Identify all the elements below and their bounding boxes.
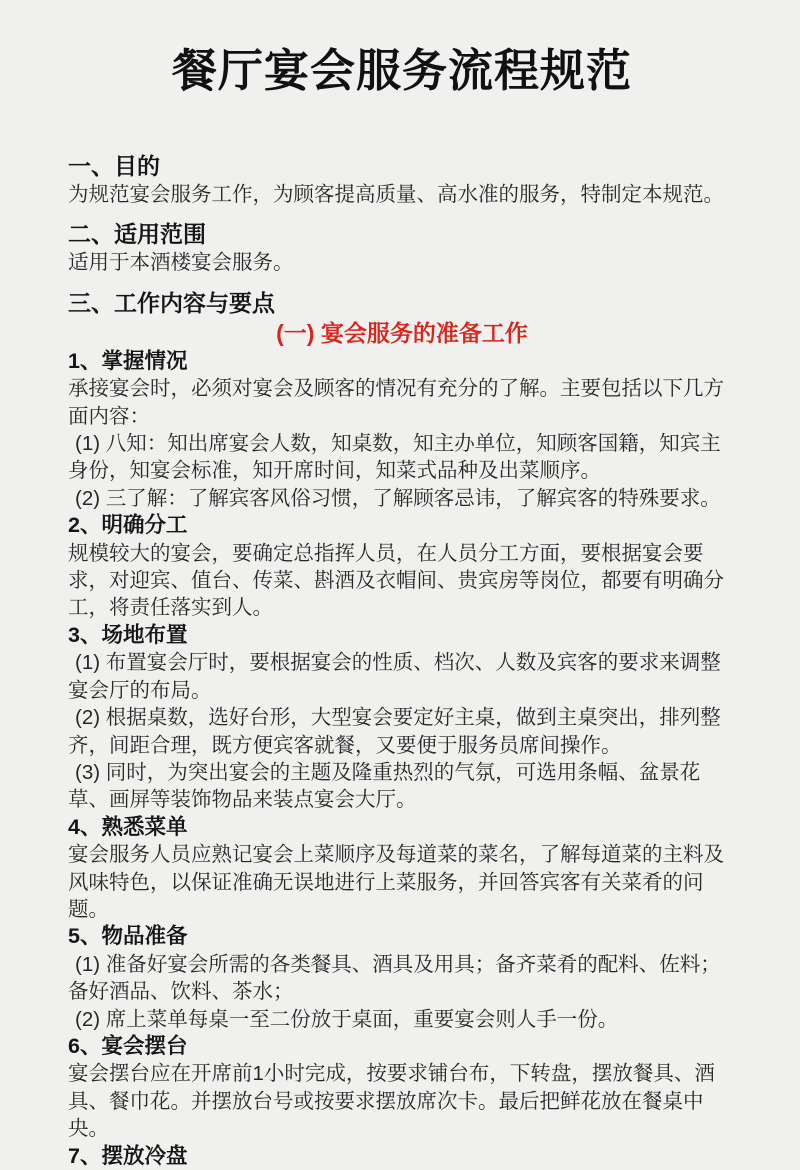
subsection-heading-4: 4、熟悉菜单 xyxy=(68,814,188,839)
list-item: (2) 根据桌数，选好台形，大型宴会要定好主桌，做到主桌突出，排列整齐，间距合理，既方便宾客就餐，又要便于服务员席间操作。 xyxy=(68,706,721,757)
paragraph: 宴会摆台应在开席前1小时完成，按要求铺台布，下转盘，摆放餐具、酒具、餐巾花。并摆放台号或按要求摆放席次卡。最后把鲜花放在餐桌中央。 xyxy=(68,1062,715,1141)
paragraph-purpose: 为规范宴会服务工作，为顾客提高质量、高水准的服务，特制定本规范。 xyxy=(68,183,724,206)
document-body xyxy=(68,152,736,1170)
list-item: (3) 同时，为突出宴会的主题及隆重热烈的气氛，可选用条幅、盆景花草、画屏等装饰物品来装点宴会大厅。 xyxy=(68,760,701,812)
subsection-heading-5: 5、物品准备 xyxy=(68,924,188,949)
section-heading-purpose: 一、目的 xyxy=(68,153,160,179)
paragraph: 规模较大的宴会，要确定总指挥人员，在人员分工方面，要根据宴会要求，对迎宾、值台、传菜、斟酒及衣帽间、贵宾房等岗位，都要有明确分工，将责任落实到人。 xyxy=(68,541,724,620)
paragraph: 宴会服务人员应熟记宴会上菜顺序及每道菜的菜名，了解每道菜的主料及风味特色，以保证准确无误地进行上菜服务，并回答宾客有关菜肴的问题。 xyxy=(68,843,724,921)
list-item: (2) 三了解：了解宾客风俗习惯，了解顾客忌讳，了解宾客的特殊要求。 xyxy=(75,486,721,510)
subsection-heading-1: 1、掌握情况 xyxy=(68,348,188,373)
subsection-heading-6: 6、宴会摆台 xyxy=(68,1033,188,1058)
section-heading-scope: 二、适用范围 xyxy=(68,221,206,248)
subsection-heading-3: 3、场地布置 xyxy=(68,622,188,647)
list-item: (2) 席上菜单每桌一至二份放于桌面，重要宴会则人手一份。 xyxy=(75,1007,619,1031)
list-item: (1) 布置宴会厅时，要根据宴会的性质、档次、人数及宾客的要求来调整宴会厅的布局。 xyxy=(68,651,721,702)
paragraph-scope: 适用于本酒楼宴会服务。 xyxy=(68,251,294,275)
subsection-heading-7: 7、摆放冷盘 xyxy=(68,1143,188,1168)
list-item: (1) 八知：知出席宴会人数，知桌数，知主办单位，知顾客国籍，知宾主身份，知宴会标准，知开席时间，知菜式品种及出菜顺序。 xyxy=(68,432,721,483)
paragraph: 承接宴会时，必须对宴会及顾客的情况有充分的了解。主要包括以下几方面内容： xyxy=(68,377,724,428)
subsection-title-preparation: (一) 宴会服务的准备工作 xyxy=(276,319,528,346)
section-heading-work-content: 三、工作内容与要点 xyxy=(68,289,275,316)
page-title: 餐厅宴会服务流程规范 xyxy=(171,45,632,96)
subsection-heading-2: 2、明确分工 xyxy=(68,513,188,538)
list-item: (1) 准备好宴会所需的各类餐具、酒具及用具；备齐菜肴的配料、佐料；备好酒品、饮料、茶水； xyxy=(68,952,721,1004)
